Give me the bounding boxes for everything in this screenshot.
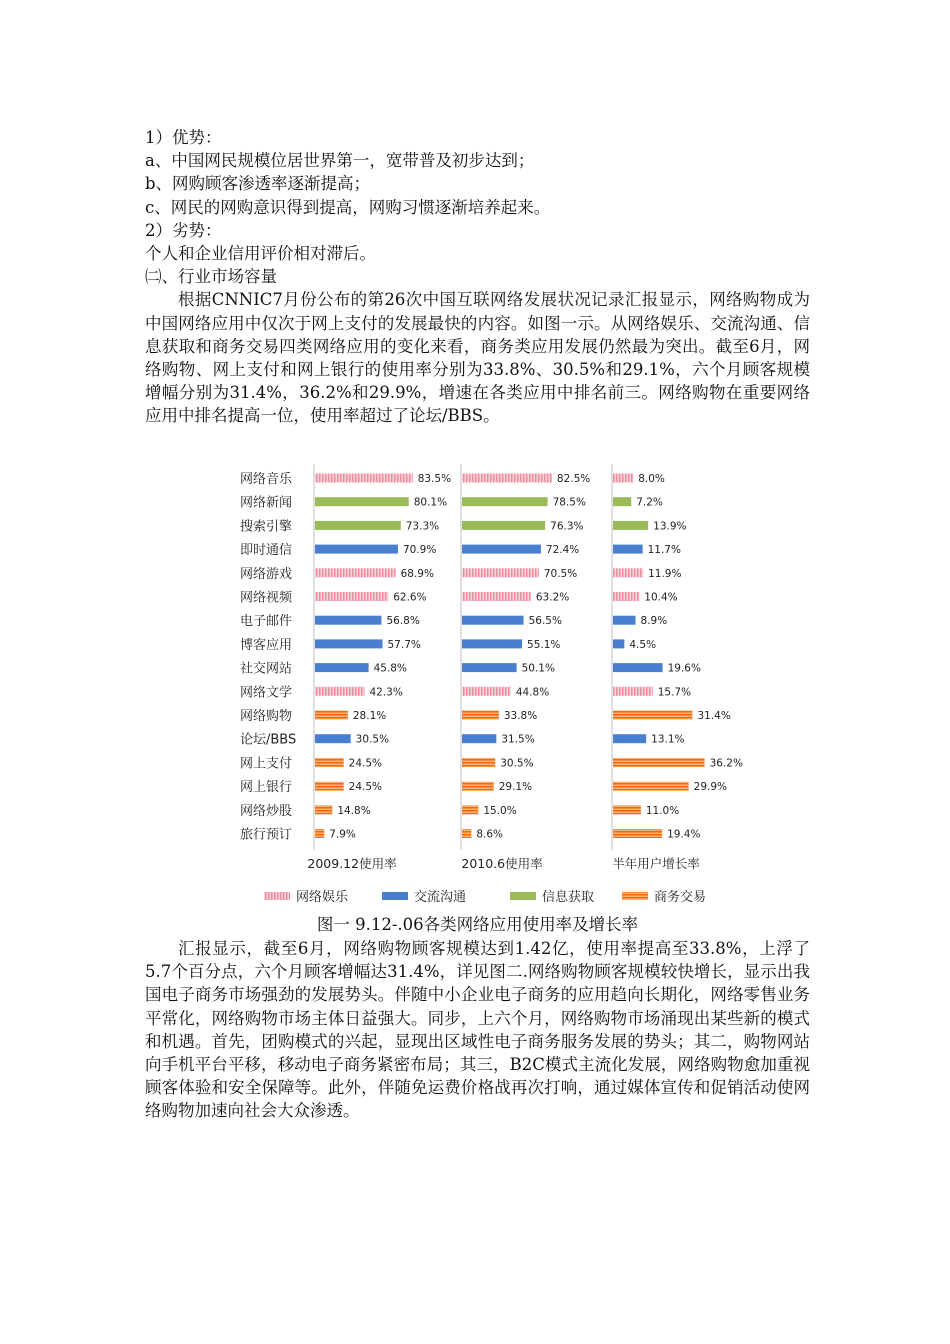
legend-label: 信息获取 [542, 890, 595, 905]
section-heading-market-capacity: ㈡、行业市场容量 [145, 267, 277, 287]
bar [315, 805, 332, 814]
value-label: 33.8% [503, 710, 538, 722]
value-label: 7.2% [636, 496, 663, 509]
bar [613, 568, 643, 577]
value-label: 56.8% [386, 615, 420, 628]
bar [315, 829, 324, 838]
value-label: 76.3% [550, 520, 584, 533]
category-label: 博客应用 [240, 637, 293, 653]
disadvantage-item: 个人和企业信用评价相对滞后。 [145, 244, 376, 264]
legend-swatch [510, 892, 536, 900]
bar [462, 639, 522, 648]
bar [462, 782, 494, 791]
panel-title: 2010.6使用率 [461, 856, 543, 871]
value-label: 31.4% [697, 710, 731, 722]
bar [315, 711, 348, 720]
heading-disadvantages: 2）劣势： [145, 220, 222, 240]
legend-swatch [382, 892, 408, 900]
value-label: 36.2% [709, 757, 743, 770]
value-label: 45.8% [373, 662, 407, 675]
legend-label: 网络娱乐 [296, 890, 349, 905]
value-label: 73.3% [405, 520, 440, 533]
bar [462, 805, 478, 814]
value-label: 50.1% [521, 662, 555, 675]
value-label: 29.1% [498, 781, 533, 794]
value-label: 11.7% [647, 544, 681, 557]
value-label: 13.9% [653, 520, 687, 533]
value-label: 31.5% [501, 733, 535, 746]
bar [315, 592, 388, 601]
value-label: 11.9% [648, 567, 682, 580]
bar [613, 639, 624, 648]
bar [462, 568, 539, 577]
value-label: 70.5% [543, 567, 578, 580]
bar [613, 782, 689, 791]
bar [315, 782, 344, 791]
bar [462, 545, 541, 554]
value-label: 7.9% [329, 828, 356, 841]
bottom-text-block [145, 937, 810, 1123]
value-label: 15.0% [483, 804, 517, 817]
value-label: 44.8% [515, 686, 550, 699]
bar [462, 734, 496, 743]
value-label: 63.2% [535, 591, 570, 604]
bar [462, 521, 545, 530]
category-label: 社交网站 [240, 661, 293, 677]
bar [315, 734, 351, 743]
bar [315, 663, 369, 672]
value-label: 24.5% [348, 757, 383, 770]
value-label: 10.4% [644, 591, 678, 604]
category-label: 论坛/BBS [240, 732, 297, 748]
value-label: 68.9% [400, 567, 434, 580]
value-label: 56.5% [528, 615, 562, 628]
category-label: 网络音乐 [240, 472, 293, 487]
paragraph-cnnic-report: 根据CNNIC7月份公布的第26次中国互联网络发展状况记录汇报显示，网络购物成为中国网络应用中仅次于网上支付的发展最快的内容。如图一示。从网络娱乐、交流沟通、信息获取和商务交易四类网络应用的变化来看，商务类应用发展仍然最为突出。截至6月，网络购物、网上支付和网上银行的使用率分别为33.8%、30.5%和29.1%，六个月顾客规模增幅分别为31.4%，36.2%和29.9%，增速在各类应用中排名前三。网络购物在重要网络应用中排名提高一位，使用率超过了论坛/BBS。 [145, 290, 810, 426]
category-label: 电子邮件 [240, 614, 293, 630]
category-label: 即时通信 [240, 543, 293, 559]
bar [462, 711, 499, 720]
panel-title: 半年用户增长率 [612, 856, 700, 871]
value-label: 11.0% [645, 804, 680, 817]
bar [613, 474, 633, 483]
value-label: 24.5% [348, 781, 383, 794]
bar [613, 592, 639, 601]
value-label: 80.1% [413, 496, 448, 509]
category-label: 网络炒股 [240, 803, 293, 819]
figure-1-chart [232, 462, 752, 912]
category-label: 网络新闻 [240, 495, 293, 511]
value-label: 42.3% [369, 686, 403, 699]
bar [613, 734, 646, 743]
bar [613, 829, 662, 838]
panel-title: 2009.12使用率 [307, 856, 397, 871]
advantage-item-a: a、中国网民规模位居世界第一，宽带普及初步达到； [145, 151, 535, 171]
heading-advantages: 1）优势： [145, 128, 222, 147]
value-label: 4.5% [629, 638, 657, 651]
value-label: 82.5% [556, 473, 591, 485]
legend-label: 商务交易 [654, 890, 707, 905]
value-label: 15.7% [657, 686, 692, 699]
value-label: 19.4% [667, 828, 701, 841]
value-label: 8.9% [640, 615, 668, 628]
bar [315, 474, 413, 483]
bar [462, 592, 531, 601]
bar [613, 545, 643, 554]
value-label: 57.7% [387, 638, 421, 651]
value-label: 30.5% [500, 757, 534, 770]
bar [462, 758, 495, 767]
bar [462, 616, 524, 625]
bar [315, 521, 401, 530]
bar [613, 521, 648, 530]
legend-swatch [264, 892, 290, 900]
bar [315, 616, 381, 625]
bar [315, 687, 364, 696]
value-label: 28.1% [352, 710, 387, 722]
bar [613, 711, 692, 720]
value-label: 62.6% [393, 591, 427, 604]
value-label: 13.1% [651, 733, 685, 746]
bar [613, 497, 631, 506]
bar [613, 616, 636, 625]
bar [315, 497, 409, 506]
legend-label: 交流沟通 [414, 890, 467, 905]
value-label: 14.8% [337, 804, 371, 817]
bar [462, 663, 517, 672]
value-label: 19.6% [667, 662, 701, 675]
figure-1-caption: 图一 9.12-.06各类网络应用使用率及增长率 [316, 915, 639, 934]
bar [613, 663, 663, 672]
bar [315, 758, 344, 767]
advantage-item-b: b、网购顾客渗透率逐渐提高； [145, 174, 371, 194]
bar [613, 687, 653, 696]
bar [462, 474, 552, 483]
category-label: 网络游戏 [240, 566, 293, 582]
value-label: 78.5% [552, 496, 586, 509]
category-label: 网络购物 [240, 709, 293, 724]
bar [613, 805, 641, 814]
bar [462, 497, 548, 506]
bar [315, 568, 396, 577]
bar [315, 639, 383, 648]
value-label: 83.5% [417, 473, 452, 485]
category-label: 网上银行 [240, 780, 293, 796]
category-label: 网上支付 [240, 756, 293, 772]
legend-swatch [622, 892, 648, 900]
bar [462, 687, 511, 696]
advantage-item-c: c、网民的网购意识得到提高，网购习惯逐渐培养起来。 [145, 197, 551, 217]
bar [315, 545, 398, 554]
category-label: 网络文学 [240, 685, 293, 701]
value-label: 8.0% [638, 473, 665, 485]
category-label: 搜索引擎 [240, 519, 293, 535]
value-label: 29.9% [693, 781, 728, 794]
paragraph-online-shopping-growth: 汇报显示，截至6月，网络购物顾客规模达到1.42亿，使用率提高至33.8%，上浮了 5.7个百分点，六个月顾客增幅达31.4%，详见图二.网络购物顾客规模较快增长，显示出我国电子商务市场强劲的发展势头。伴随中小企业电子商务的应用趋向长期化，网络零售业务平常化，网络购物市场主体日益强大。同步，上六个月，网络购物市场涌现出某些新的模式和机遇。首先，团购模式的兴起，显现出区域性电子商务服务发展的势头；其二，购物网站向手机平台平移，移动电子商务紧密布局；其三，B2C模式主流化发展，网络购物愈加重视顾客体验和安全保障等。此外，伴随免运费价格战再次打响，通过媒体宣传和促销活动使网络购物加速向社会大众渗透。 [145, 939, 810, 1121]
category-label: 旅行预订 [240, 827, 293, 843]
bar [462, 829, 471, 838]
value-label: 8.6% [476, 828, 504, 841]
chart-svg [232, 462, 752, 912]
bar [613, 758, 705, 767]
value-label: 70.9% [402, 544, 437, 557]
value-label: 72.4% [545, 544, 580, 557]
category-label: 网络视频 [240, 590, 293, 606]
value-label: 30.5% [355, 733, 390, 746]
top-text-block [145, 126, 810, 428]
value-label: 55.1% [527, 638, 561, 651]
